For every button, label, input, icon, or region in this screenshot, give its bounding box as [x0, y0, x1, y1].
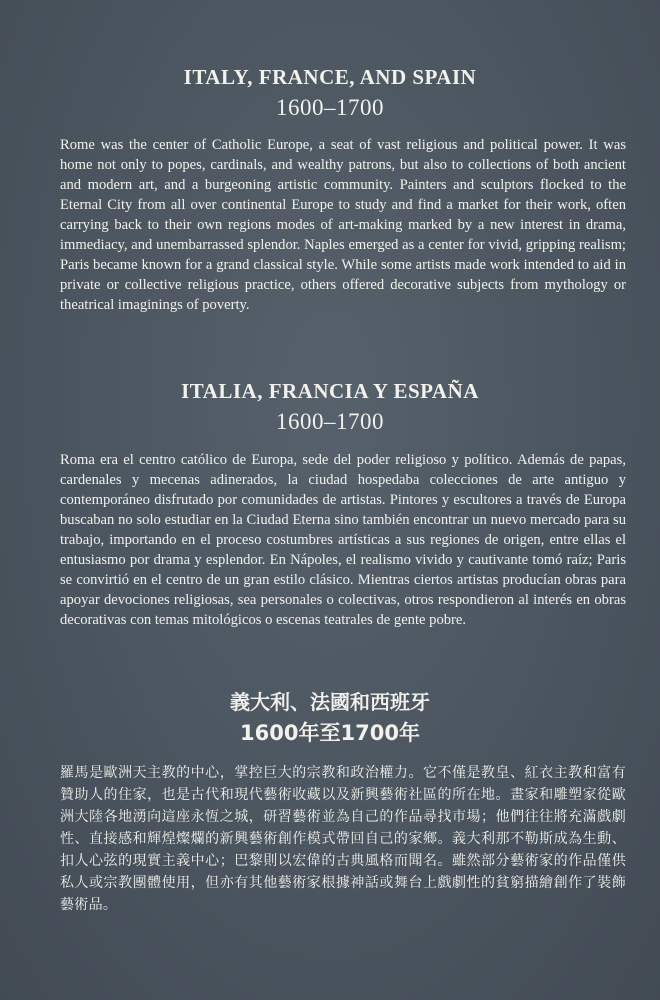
english-years: 1600–1700 [276, 95, 384, 120]
english-title: ITALY, FRANCE, AND SPAIN [183, 65, 477, 89]
english-heading [0, 62, 660, 124]
chinese-title: 義大利、法國和西班牙 [230, 690, 430, 714]
chinese-heading [0, 687, 660, 749]
chinese-years: 1600年至1700年 [240, 721, 420, 745]
spanish-section [0, 376, 660, 438]
english-section [0, 62, 660, 124]
chinese-section [0, 687, 660, 749]
spanish-title: ITALIA, FRANCIA Y ESPAÑA [181, 379, 479, 403]
spanish-body: Roma era el centro católico de Europa, sede del poder religioso y político. Además de papas, cardenales y mecenas adinerados, la ciudad hospedaba colecciones de arte antiguo y contemporáneo disfrutado por comunidades de artistas. Pintores y escultores a través de Europa buscaban no solo estudiar en la Ciudad Eterna sino también encontrar un nuevo mercado para su trabajo, importando en el proceso costumbres artísticas a sus regiones de origen, entre ellas el entusiasmo por drama y esplendor. En Nápoles, el realismo vivido y cautivante tomó raíz; Paris se convirtió en el centro de un gran estilo clásico. Mientras ciertos artistas producían obras para apoyar devociones religiosas, sea personales o colectivas, otros respondieron al interés en obras decorativas con temas mitológicos o escenas teatrales de gente pobre. [60, 452, 626, 628]
spanish-heading [0, 376, 660, 438]
chinese-body: 羅馬是歐洲天主教的中心，掌控巨大的宗教和政治權力。它不僅是教皇、紅衣主教和富有贊助人的住家，也是古代和現代藝術收藏以及新興藝術社區的所在地。畫家和雕塑家從歐洲大陸各地湧向這座永恆之城，研習藝術並為自己的作品尋找市場；他們往往將充滿戲劇性、直接感和輝煌燦爛的新興藝術創作模式帶回自己的家鄉。義大利那不勒斯成為生動、扣人心弦的現實主義中心；巴黎則以宏偉的古典風格而聞名。雖然部分藝術家的作品僅供私人或宗教團體使用，但亦有其他藝術家根據神話或舞台上戲劇性的貧窮描繪創作了裝飾藝術品。 [60, 765, 626, 913]
spanish-years: 1600–1700 [276, 409, 384, 434]
english-body: Rome was the center of Catholic Europe, a seat of vast religious and political power. It was home not only to popes, cardinals, and wealthy patrons, but also to collections of both ancient and modern art, and a burgeoning artistic community. Painters and sculptors flocked to the Eternal City from all over continental Europe to study and find a market for their work, often carrying back to their own regions modes of art-making marked by a new interest in drama, immediacy, and unembarrassed splendor. Naples emerged as a center for vivid, gripping realism; Paris became known for a grand classical style. While some artists made work intended to aid in private or collective religious practice, others offered decorative subjects from mythology or theatrical imaginings of poverty. [60, 137, 626, 313]
